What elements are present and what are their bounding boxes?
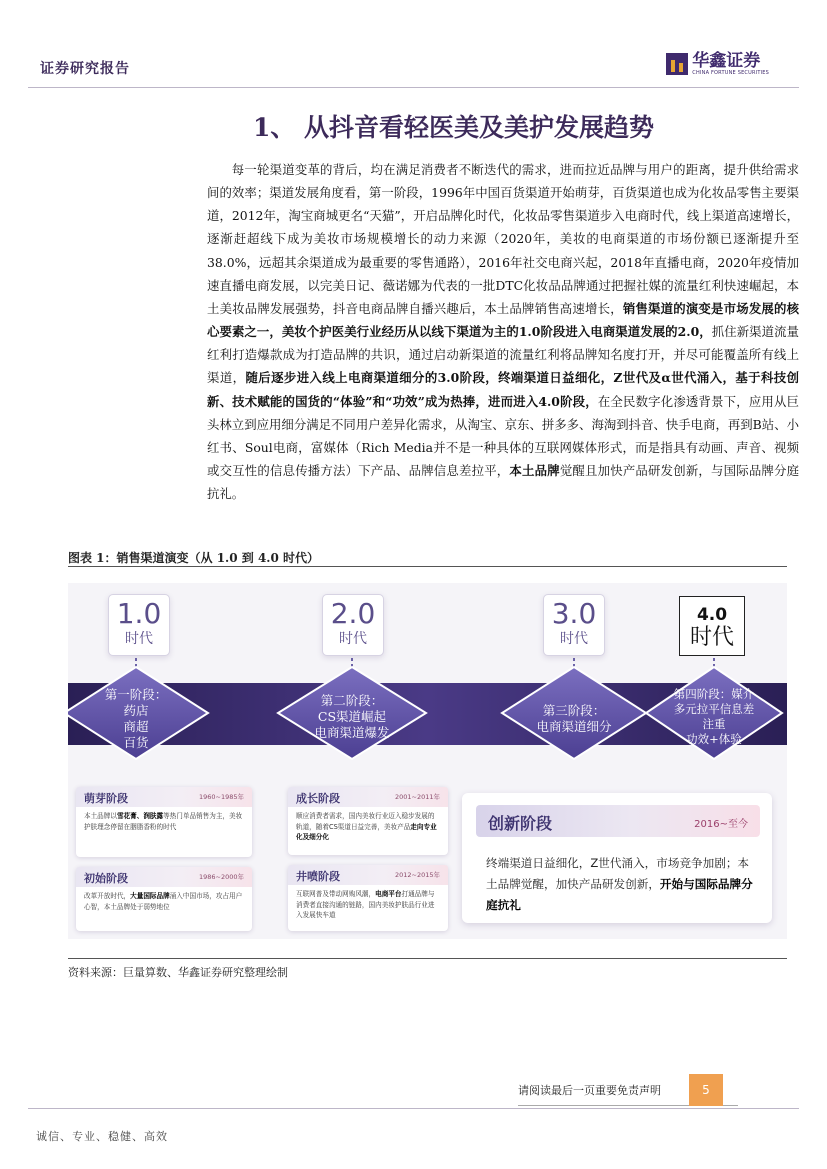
card-title: 井喷阶段 <box>296 870 340 883</box>
card-title: 成长阶段 <box>296 792 340 805</box>
footer-slogan: 诚信、专业、稳健、高效 <box>36 1130 168 1143</box>
page-number: 5 <box>689 1074 723 1106</box>
company-logo <box>666 52 769 76</box>
card-text-part: 改革开放时代， <box>84 892 131 900</box>
body-segment-bold: 本土品牌 <box>509 463 560 479</box>
paragraph-text <box>207 158 799 505</box>
card-header <box>76 867 252 887</box>
era-number: 3.0 <box>551 597 597 630</box>
disclaimer-text: 请阅读最后一页重要免责声明 <box>518 1084 661 1097</box>
stage-line: 第一阶段： <box>104 687 168 702</box>
era-label: 时代 <box>560 631 588 647</box>
card-text <box>486 853 756 916</box>
stage-label-1 <box>86 687 186 751</box>
section-title: 1、 从抖音看轻医美及美护发展趋势 <box>252 113 655 142</box>
card-start-stage <box>76 867 252 931</box>
card-text <box>288 885 448 925</box>
stage-line: 商超 <box>123 719 149 734</box>
card-text-part: 顺应消费者需求，国内美妆行业迈入稳步发展的轨道，随着CS渠道日益完善，美妆产品 <box>296 812 435 831</box>
era-label: 时代 <box>339 631 367 647</box>
card-text-part: 打通品牌与消费者直接沟通的链路，国内美妆护肤品行业进入发展快车道 <box>296 890 435 919</box>
body-segment: 觉醒且加快产品研发创新，与国际品牌分庭抗礼。 <box>207 463 800 502</box>
card-sprout-stage <box>76 787 252 857</box>
stage-line: 电商渠道爆发 <box>314 725 390 740</box>
card-date: 2001~2011年 <box>394 793 440 801</box>
figure-caption-bar <box>68 549 787 567</box>
body-segment-bold: 销售渠道的演变是市场发展的核心要素之一，美妆个护医美行业经历从以线下渠道为主的1.0阶段进入电商渠道发展的2.0， <box>207 300 800 340</box>
era-box-3 <box>543 594 605 656</box>
stage-line: 药店 <box>123 703 149 718</box>
stage-label-4 <box>662 687 766 747</box>
card-text-part: 等热门单品销售为主，美妆护肤理念停留在胭脂香粉的时代 <box>84 812 243 831</box>
era-number: 4.0 <box>696 605 728 625</box>
card-text-bold: 电商平台 <box>375 890 402 898</box>
card-date: 2016~至今 <box>694 819 748 830</box>
era-box-2 <box>322 594 384 656</box>
stage-line: 功效+体验 <box>686 732 742 746</box>
stage-line: 第三阶段： <box>542 703 606 718</box>
body-segment-bold: 随后逐步进入线上电商渠道细分的3.0阶段，终端渠道日益细化，Z世代及α世代涌入，基于科技创新、技术赋能的国货的“体验”和“功效”成为热捧，进而进入4.0阶段， <box>207 370 800 409</box>
era-label: 时代 <box>689 625 734 650</box>
stage-line: 注重 <box>702 717 726 731</box>
card-text <box>76 807 252 836</box>
logo-name-cn: 华鑫证券 <box>692 51 761 71</box>
card-date: 2012~2015年 <box>394 871 440 879</box>
card-text-bold: 大量国际品牌 <box>130 892 170 900</box>
card-text-bold: 雪花膏、润肤露 <box>116 812 164 820</box>
footer-divider <box>28 1108 799 1109</box>
card-boom-stage <box>288 865 448 931</box>
card-date: 1960~1985年 <box>198 793 244 801</box>
card-text <box>288 807 448 847</box>
figure-source-bar <box>68 958 787 980</box>
body-segment: 在全民数字化渗透背景下，应用从巨头林立到应用细分满足不同用户差异化需求，从淘宝、京东、拼多多、海淘到抖音、快手电商，再到B站、小红书、Soul电商，富媒体（Rich Media并不是一种具体的互联网媒体形式，而是指具有动画、声音、视频或交互性的信息传播方法）下产品、品牌信息差拉平， <box>207 393 799 479</box>
card-header <box>476 805 760 837</box>
card-header <box>288 865 448 885</box>
card-header <box>76 787 252 807</box>
card-text-part: 互联网普及带动网购风潮， <box>296 890 376 898</box>
figure-source: 资料来源：巨量算数、华鑫证券研究整理绘制 <box>68 966 288 979</box>
card-innovation-stage <box>462 793 772 923</box>
era-box-4 <box>679 596 745 656</box>
card-title: 初始阶段 <box>84 872 128 885</box>
card-text <box>76 887 252 916</box>
stage-line: 百货 <box>123 735 149 750</box>
body-segment: 每一轮渠道变革的背后，均在满足消费者不断迭代的需求，进而拉近品牌与用户的距离，提升供给需求间的效率；渠道发展角度看，第一阶段，1996年中国百货渠道开始萌芽，百货渠道也成为化妆品零售主要渠道，2012年，淘宝商城更名“天猫”，开启品牌化时代，化妆品零售渠道步入电商时代，线上渠道高速增长，逐渐赶超线下成为美妆市场规模增长的动力来源（2020年，美妆的电商渠道的市场份额已逐渐提升至38.0%，远超其余渠道成为最重要的零售通路），2016年社交电商兴起，2018年直播电商，2020年疫情加速直播电商发展，以完美日记、薇诺娜为代表的一批DTC化妆品品牌通过把握社媒的流量红利快速崛起，本土美妆品牌发展强势，抖音电商品牌自播兴趣后，本土品牌销售高速增长， <box>207 162 799 316</box>
stage-line: 多元拉平信息差 <box>673 702 755 716</box>
channel-evolution-figure <box>68 583 787 939</box>
card-text-bold: 开始与国际品牌分庭抗礼 <box>486 877 753 912</box>
page-header <box>28 52 799 88</box>
stage-line: 电商渠道细分 <box>536 719 612 734</box>
card-title: 萌芽阶段 <box>84 792 128 805</box>
stage-label-3 <box>519 703 629 735</box>
card-text-part: 涌入中国市场，攻占用户心智，本土品牌处于弱势地位 <box>84 892 243 911</box>
card-text-part: 本土品牌以 <box>84 812 117 820</box>
stage-label-2 <box>292 693 412 741</box>
card-title: 创新阶段 <box>488 814 553 833</box>
logo-name-en: CHINA FORTUNE SECURITIES <box>692 70 769 76</box>
stage-line: CS渠道崛起 <box>317 709 387 724</box>
figure-caption: 图表 1：销售渠道演变（从 1.0 到 4.0 时代） <box>68 551 319 565</box>
era-number: 2.0 <box>330 597 376 630</box>
card-growth-stage <box>288 787 448 855</box>
report-type-label: 证券研究报告 <box>40 61 130 77</box>
era-label: 时代 <box>125 631 153 647</box>
card-text-part: 终端渠道日益细化，Z世代涌入，市场竞争加剧；本土品牌觉醒，加快产品研发创新， <box>486 856 750 891</box>
body-paragraph <box>207 158 799 505</box>
card-text-bold: 走向专业化及细分化 <box>296 822 437 841</box>
stage-line: 第二阶段： <box>320 693 384 708</box>
body-segment: 抓住新渠道流量红利打造爆款成为打造品牌的共识，通过启动新渠道的流量红利将品牌知名度打开，并尽可能覆盖所有线上渠道， <box>207 324 799 386</box>
card-date: 1986~2000年 <box>198 873 244 881</box>
logo-mark-icon <box>666 53 688 75</box>
card-header <box>288 787 448 807</box>
stage-line: 第四阶段：媒介 <box>673 687 755 701</box>
era-number: 1.0 <box>116 597 162 630</box>
era-box-1 <box>108 594 170 656</box>
